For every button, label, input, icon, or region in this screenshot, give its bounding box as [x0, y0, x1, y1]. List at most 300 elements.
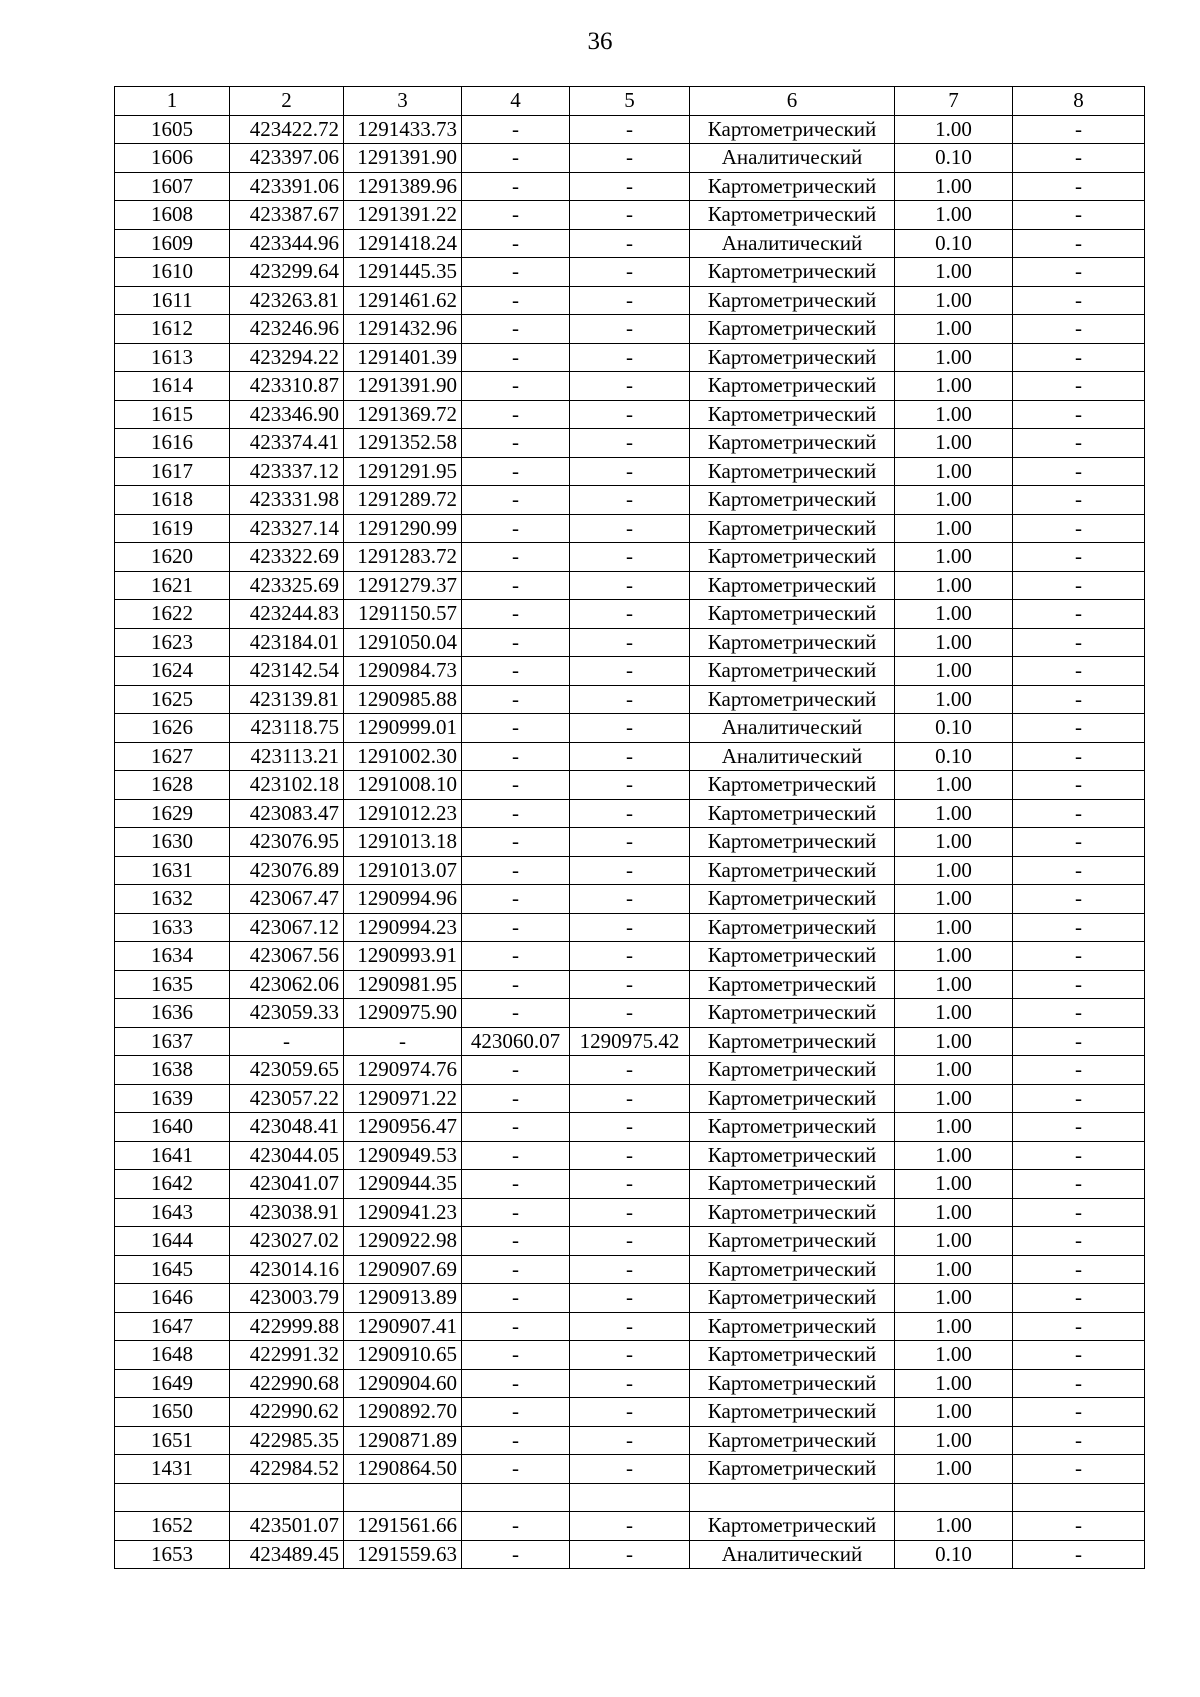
table-row: [115, 258, 1145, 287]
table-cell: 1651: [115, 1426, 230, 1455]
table-cell: -: [1013, 913, 1145, 942]
table-cell: 1.00: [895, 799, 1013, 828]
table-cell: 1.00: [895, 372, 1013, 401]
header-cell: 6: [690, 87, 895, 116]
table-cell: 423060.07: [462, 1027, 570, 1056]
table-cell: 1.00: [895, 1113, 1013, 1142]
table-cell: 1.00: [895, 286, 1013, 315]
table-cell: 423391.06: [230, 172, 344, 201]
table-cell: -: [570, 657, 690, 686]
table-cell: -: [570, 115, 690, 144]
table-cell: -: [1013, 799, 1145, 828]
table-row: [115, 1084, 1145, 1113]
table-cell: 1.00: [895, 1341, 1013, 1370]
table-header: [115, 87, 1145, 116]
table-cell: -: [570, 457, 690, 486]
table-cell: -: [1013, 970, 1145, 999]
table-cell: 1636: [115, 999, 230, 1028]
table-row: [115, 1141, 1145, 1170]
table-cell: [462, 1483, 570, 1512]
table-cell: -: [1013, 1369, 1145, 1398]
table-cell: -: [570, 1170, 690, 1199]
table-cell: -: [462, 286, 570, 315]
table-row: [115, 1284, 1145, 1313]
table-cell: -: [462, 229, 570, 258]
table-cell: [1013, 1483, 1145, 1512]
table-row: [115, 885, 1145, 914]
header-cell: 3: [344, 87, 462, 116]
table-cell: Картометрический: [690, 657, 895, 686]
table-cell: 1652: [115, 1512, 230, 1541]
table-cell: -: [1013, 628, 1145, 657]
table-row: [115, 1056, 1145, 1085]
table-cell: 423489.45: [230, 1540, 344, 1569]
table-cell: -: [462, 1426, 570, 1455]
table-cell: 423041.07: [230, 1170, 344, 1199]
table-cell: 423062.06: [230, 970, 344, 999]
table-cell: -: [462, 115, 570, 144]
table-cell: 1627: [115, 742, 230, 771]
table-cell: -: [462, 1455, 570, 1484]
table-row: [115, 1170, 1145, 1199]
table-cell: -: [570, 1255, 690, 1284]
table-cell: 1291013.07: [344, 856, 462, 885]
table-cell: 423142.54: [230, 657, 344, 686]
table-row: [115, 144, 1145, 173]
table-cell: 1290971.22: [344, 1084, 462, 1113]
table-cell: 0.10: [895, 144, 1013, 173]
table-cell: 423076.95: [230, 828, 344, 857]
table-cell: -: [570, 258, 690, 287]
table-cell: 423184.01: [230, 628, 344, 657]
table-cell: -: [462, 258, 570, 287]
table-cell: -: [1013, 856, 1145, 885]
table-cell: 1621: [115, 571, 230, 600]
table-cell: 1618: [115, 486, 230, 515]
table-cell: -: [462, 1141, 570, 1170]
table-cell: -: [462, 486, 570, 515]
table-cell: -: [570, 172, 690, 201]
table-cell: Картометрический: [690, 1455, 895, 1484]
table-cell: 1290941.23: [344, 1198, 462, 1227]
table-cell: -: [570, 1284, 690, 1313]
table-cell: -: [1013, 999, 1145, 1028]
table-cell: -: [570, 1141, 690, 1170]
table-cell: 423246.96: [230, 315, 344, 344]
table-cell: Картометрический: [690, 1255, 895, 1284]
table-cell: 1290892.70: [344, 1398, 462, 1427]
table-cell: -: [570, 1426, 690, 1455]
table-cell: -: [570, 856, 690, 885]
table-cell: -: [230, 1027, 344, 1056]
table-cell: 1625: [115, 685, 230, 714]
table-cell: 423501.07: [230, 1512, 344, 1541]
table-row: [115, 1369, 1145, 1398]
table-cell: -: [462, 144, 570, 173]
table-cell: -: [1013, 315, 1145, 344]
table-cell: -: [570, 771, 690, 800]
table-cell: Картометрический: [690, 1027, 895, 1056]
table-row: [115, 201, 1145, 230]
table-cell: 1290910.65: [344, 1341, 462, 1370]
table-cell: [895, 1483, 1013, 1512]
table-cell: 1.00: [895, 685, 1013, 714]
table-cell: 1.00: [895, 1512, 1013, 1541]
table-row: [115, 999, 1145, 1028]
table-row: [115, 400, 1145, 429]
table-cell: -: [462, 856, 570, 885]
table-cell: -: [1013, 144, 1145, 173]
table-cell: -: [462, 799, 570, 828]
table-cell: 0.10: [895, 1540, 1013, 1569]
table-cell: 1.00: [895, 172, 1013, 201]
table-cell: Картометрический: [690, 856, 895, 885]
table-row: [115, 970, 1145, 999]
table-cell: Картометрический: [690, 913, 895, 942]
table-cell: -: [462, 1540, 570, 1569]
table-cell: -: [570, 571, 690, 600]
table-cell: -: [462, 1369, 570, 1398]
table-cell: -: [462, 1512, 570, 1541]
table-cell: 1290956.47: [344, 1113, 462, 1142]
table-cell: 1.00: [895, 771, 1013, 800]
table-cell: 423322.69: [230, 543, 344, 572]
table-cell: 1605: [115, 115, 230, 144]
table-cell: -: [1013, 828, 1145, 857]
table-cell: -: [1013, 543, 1145, 572]
table-cell: Аналитический: [690, 229, 895, 258]
table-cell: 1291391.22: [344, 201, 462, 230]
table-cell: 1608: [115, 201, 230, 230]
header-cell: 8: [1013, 87, 1145, 116]
table-cell: -: [1013, 1284, 1145, 1313]
table-cell: 1290975.90: [344, 999, 462, 1028]
table-cell: -: [462, 315, 570, 344]
table-cell: 1.00: [895, 258, 1013, 287]
table-cell: 1631: [115, 856, 230, 885]
table-cell: -: [570, 372, 690, 401]
table-row: [115, 657, 1145, 686]
table-row: [115, 286, 1145, 315]
table-cell: 1653: [115, 1540, 230, 1569]
table-cell: 1.00: [895, 457, 1013, 486]
table-cell: Картометрический: [690, 514, 895, 543]
table-cell: -: [570, 286, 690, 315]
table-cell: 1629: [115, 799, 230, 828]
table-row: [115, 315, 1145, 344]
table-row: [115, 1455, 1145, 1484]
table-cell: 423067.12: [230, 913, 344, 942]
table-cell: 1639: [115, 1084, 230, 1113]
table-cell: -: [1013, 1141, 1145, 1170]
table-cell: 1.00: [895, 600, 1013, 629]
table-cell: -: [570, 1084, 690, 1113]
table-cell: 1.00: [895, 657, 1013, 686]
table-cell: -: [1013, 600, 1145, 629]
table-cell: 1.00: [895, 828, 1013, 857]
table-cell: 1290949.53: [344, 1141, 462, 1170]
table-cell: 422991.32: [230, 1341, 344, 1370]
header-row: [115, 87, 1145, 116]
table-row: [115, 543, 1145, 572]
table-cell: -: [1013, 229, 1145, 258]
table-cell: 1290907.69: [344, 1255, 462, 1284]
table-cell: -: [1013, 657, 1145, 686]
table-cell: 1640: [115, 1113, 230, 1142]
table-cell: -: [570, 1369, 690, 1398]
table-cell: 1291289.72: [344, 486, 462, 515]
table-cell: 1291391.90: [344, 144, 462, 173]
table-cell: 423325.69: [230, 571, 344, 600]
table-cell: -: [462, 714, 570, 743]
table-cell: -: [462, 942, 570, 971]
table-cell: Картометрический: [690, 970, 895, 999]
table-row: [115, 1227, 1145, 1256]
table-cell: 1628: [115, 771, 230, 800]
table-row: [115, 628, 1145, 657]
table-cell: -: [570, 400, 690, 429]
table-cell: -: [462, 1284, 570, 1313]
table-cell: -: [1013, 1455, 1145, 1484]
table-cell: 1431: [115, 1455, 230, 1484]
table-cell: 1291002.30: [344, 742, 462, 771]
table-cell: 1.00: [895, 1056, 1013, 1085]
table-cell: -: [462, 742, 570, 771]
table-cell: 1291389.96: [344, 172, 462, 201]
table-row: [115, 1255, 1145, 1284]
table-row: [115, 1483, 1145, 1512]
table-cell: 423331.98: [230, 486, 344, 515]
table-cell: 1291290.99: [344, 514, 462, 543]
table-cell: -: [462, 1113, 570, 1142]
table-cell: -: [570, 343, 690, 372]
table-cell: 1613: [115, 343, 230, 372]
table-row: [115, 372, 1145, 401]
table-cell: -: [570, 799, 690, 828]
table-row: [115, 172, 1145, 201]
table-cell: 1610: [115, 258, 230, 287]
table-cell: Картометрический: [690, 999, 895, 1028]
table-row: [115, 913, 1145, 942]
table-cell: 422984.52: [230, 1455, 344, 1484]
table-cell: 423003.79: [230, 1284, 344, 1313]
table-cell: Картометрический: [690, 372, 895, 401]
table-cell: 1.00: [895, 1141, 1013, 1170]
table-cell: 1290975.42: [570, 1027, 690, 1056]
table-cell: -: [570, 229, 690, 258]
table-cell: 423057.22: [230, 1084, 344, 1113]
table-cell: Картометрический: [690, 315, 895, 344]
table-cell: Картометрический: [690, 343, 895, 372]
table-cell: Картометрический: [690, 799, 895, 828]
table-cell: -: [570, 1056, 690, 1085]
table-cell: [690, 1483, 895, 1512]
table-cell: -: [462, 628, 570, 657]
table-cell: 1291352.58: [344, 429, 462, 458]
table-cell: 1649: [115, 1369, 230, 1398]
table-cell: -: [462, 543, 570, 572]
table-cell: 1290974.76: [344, 1056, 462, 1085]
table-cell: 423067.56: [230, 942, 344, 971]
table-cell: -: [462, 172, 570, 201]
table-cell: -: [462, 1084, 570, 1113]
table-cell: 1.00: [895, 514, 1013, 543]
table-cell: -: [462, 1398, 570, 1427]
table-cell: Картометрический: [690, 1170, 895, 1199]
table-cell: -: [570, 1113, 690, 1142]
table-cell: 1642: [115, 1170, 230, 1199]
table-cell: 1609: [115, 229, 230, 258]
table-cell: -: [570, 970, 690, 999]
table-cell: 423139.81: [230, 685, 344, 714]
table-cell: -: [1013, 1084, 1145, 1113]
table-cell: Картометрический: [690, 457, 895, 486]
table-cell: 423038.91: [230, 1198, 344, 1227]
table-cell: -: [1013, 400, 1145, 429]
table-cell: 1290864.50: [344, 1455, 462, 1484]
table-cell: 1290984.73: [344, 657, 462, 686]
table-cell: 1291391.90: [344, 372, 462, 401]
table-cell: -: [1013, 1113, 1145, 1142]
coordinates-table: [114, 86, 1145, 1569]
table-cell: 1291433.73: [344, 115, 462, 144]
table-cell: 1.00: [895, 1227, 1013, 1256]
table-cell: -: [1013, 1426, 1145, 1455]
table-cell: Картометрический: [690, 1341, 895, 1370]
table-row: [115, 742, 1145, 771]
table-cell: 1632: [115, 885, 230, 914]
table-cell: -: [462, 1170, 570, 1199]
table-cell: Картометрический: [690, 429, 895, 458]
table-cell: Картометрический: [690, 172, 895, 201]
table-cell: 423337.12: [230, 457, 344, 486]
table-row: [115, 685, 1145, 714]
table-cell: -: [1013, 1540, 1145, 1569]
table-cell: 1615: [115, 400, 230, 429]
table-row: [115, 1398, 1145, 1427]
header-cell: 4: [462, 87, 570, 116]
table-cell: 1.00: [895, 429, 1013, 458]
table-cell: 1.00: [895, 115, 1013, 144]
table-cell: Картометрический: [690, 1113, 895, 1142]
table-cell: -: [462, 1312, 570, 1341]
table-cell: 1630: [115, 828, 230, 857]
table-row: [115, 1198, 1145, 1227]
table-cell: -: [462, 657, 570, 686]
table-cell: 1.00: [895, 1398, 1013, 1427]
table-cell: 1647: [115, 1312, 230, 1341]
table-cell: -: [570, 685, 690, 714]
table-cell: -: [1013, 286, 1145, 315]
table-cell: Аналитический: [690, 144, 895, 173]
table-cell: 1.00: [895, 628, 1013, 657]
table-cell: 1290907.41: [344, 1312, 462, 1341]
table-cell: 1.00: [895, 571, 1013, 600]
table-cell: 1290922.98: [344, 1227, 462, 1256]
table-cell: Картометрический: [690, 486, 895, 515]
table-cell: -: [1013, 1170, 1145, 1199]
table-cell: 423327.14: [230, 514, 344, 543]
table-cell: 1.00: [895, 856, 1013, 885]
table-cell: -: [1013, 1398, 1145, 1427]
table-row: [115, 429, 1145, 458]
table-cell: 0.10: [895, 742, 1013, 771]
table-cell: -: [570, 1512, 690, 1541]
table-cell: Картометрический: [690, 942, 895, 971]
table-cell: 1.00: [895, 1084, 1013, 1113]
table-cell: 1.00: [895, 1312, 1013, 1341]
table-cell: 1.00: [895, 400, 1013, 429]
table-cell: -: [462, 999, 570, 1028]
table-cell: 422985.35: [230, 1426, 344, 1455]
table-cell: -: [462, 771, 570, 800]
table-cell: 423387.67: [230, 201, 344, 230]
table-cell: 1606: [115, 144, 230, 173]
table-cell: Картометрический: [690, 1198, 895, 1227]
table-cell: 422990.68: [230, 1369, 344, 1398]
table-cell: 1291445.35: [344, 258, 462, 287]
table-row: [115, 1027, 1145, 1056]
table-cell: 1646: [115, 1284, 230, 1313]
table-cell: 1650: [115, 1398, 230, 1427]
table-cell: 1.00: [895, 201, 1013, 230]
table-cell: -: [570, 742, 690, 771]
table-cell: 1619: [115, 514, 230, 543]
table-cell: 1290904.60: [344, 1369, 462, 1398]
table-cell: Аналитический: [690, 742, 895, 771]
table-cell: -: [1013, 514, 1145, 543]
table-cell: -: [462, 201, 570, 230]
table-cell: -: [1013, 172, 1145, 201]
table-cell: 1638: [115, 1056, 230, 1085]
table-row: [115, 600, 1145, 629]
table-cell: -: [462, 828, 570, 857]
table-cell: 423113.21: [230, 742, 344, 771]
table-cell: 1641: [115, 1141, 230, 1170]
table-cell: 423067.47: [230, 885, 344, 914]
table-cell: -: [462, 343, 570, 372]
table-cell: [115, 1483, 230, 1512]
table-cell: 1291561.66: [344, 1512, 462, 1541]
table-cell: -: [462, 970, 570, 999]
table-cell: 1291461.62: [344, 286, 462, 315]
table-cell: 1.00: [895, 942, 1013, 971]
table-cell: 1648: [115, 1341, 230, 1370]
table-cell: Картометрический: [690, 1369, 895, 1398]
table-row: [115, 828, 1145, 857]
table-cell: 1622: [115, 600, 230, 629]
table-cell: 1290913.89: [344, 1284, 462, 1313]
table-row: [115, 486, 1145, 515]
table-cell: 1290981.95: [344, 970, 462, 999]
table-cell: -: [570, 1341, 690, 1370]
table-cell: Картометрический: [690, 1056, 895, 1085]
table-row: [115, 942, 1145, 971]
table-cell: -: [462, 1341, 570, 1370]
table-cell: 1623: [115, 628, 230, 657]
table-cell: 423059.65: [230, 1056, 344, 1085]
table-cell: 1.00: [895, 999, 1013, 1028]
table-cell: -: [1013, 571, 1145, 600]
table-cell: Аналитический: [690, 1540, 895, 1569]
table-cell: -: [570, 942, 690, 971]
table-cell: -: [570, 828, 690, 857]
table-cell: 1291012.23: [344, 799, 462, 828]
header-cell: 7: [895, 87, 1013, 116]
table-cell: Картометрический: [690, 1426, 895, 1455]
table-cell: -: [570, 514, 690, 543]
table-cell: Картометрический: [690, 201, 895, 230]
